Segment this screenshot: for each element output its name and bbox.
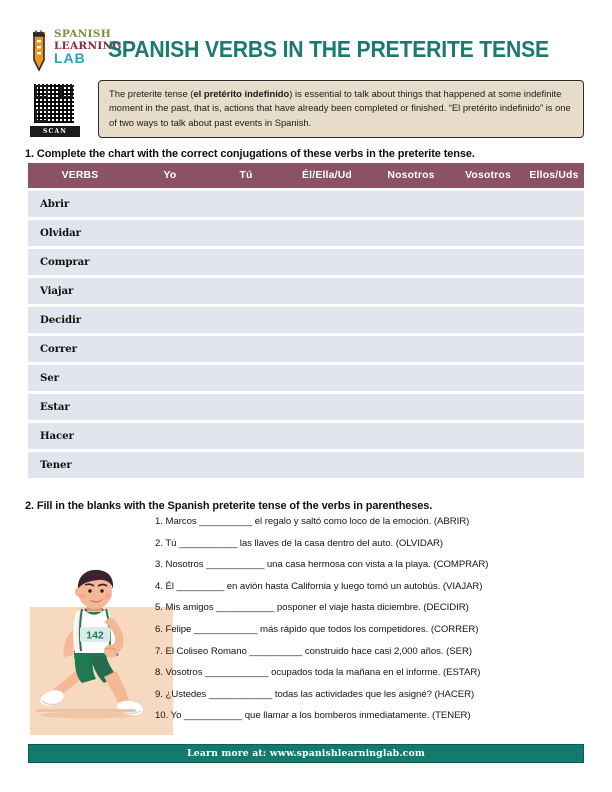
column-header-tu: Tú	[239, 170, 253, 181]
footer-link-text[interactable]: Learn more at: www.spanishlearninglab.com	[187, 748, 425, 759]
intro-section	[28, 80, 584, 146]
conjugation-table	[28, 163, 584, 478]
column-header-vosotros: Vosotros	[465, 170, 511, 181]
table-row	[28, 452, 584, 478]
exercise-item[interactable]: 8. Vosotros ____________ ocupados toda la mañana en el informe. (ESTAR)	[155, 667, 481, 679]
verb-label: Comprar	[40, 256, 90, 268]
ground-line	[36, 709, 136, 712]
column-header-ellos-uds: Ellos/Uds	[529, 170, 579, 181]
table-row	[28, 336, 584, 362]
verb-label: Hacer	[40, 430, 74, 442]
exercise-item[interactable]: 6. Felipe ____________ más rápido que todos los competidores. (CORRER)	[155, 623, 479, 635]
column-header-el-ella-ud: Él/Ella/Ud	[302, 170, 352, 181]
exercise-item[interactable]: 9. ¿Ustedes ____________ todas las actividades que les asigné? (HACER)	[155, 688, 475, 700]
qr-corner-tr	[60, 85, 73, 98]
exercise-item[interactable]: 10. Yo ___________ que llamar a los bomberos inmediatamente. (TENER)	[155, 710, 471, 722]
qr-block[interactable]	[28, 81, 88, 146]
flask-icon	[28, 30, 50, 74]
page-title: SPANISH VERBS IN THE PRETERITE TENSE	[108, 36, 549, 62]
verb-label: Abrir	[40, 198, 70, 210]
verb-label: Estar	[40, 401, 70, 413]
logo-line-spanish: SPANISH	[54, 28, 111, 40]
page-header	[0, 0, 612, 76]
verb-label: Tener	[40, 459, 72, 471]
column-header-yo: Yo	[163, 170, 177, 181]
verb-label: Viajar	[40, 285, 74, 297]
intro-text-part2: ) is essential to talk about things that happened at some indefinite moment in the past, that is, actions that have already been completed or finished. “El pretérito indefinido” is one of two ways to talk about past events in Spanish.	[109, 88, 571, 128]
exercise-item[interactable]: 1. Marcos __________ el regalo y saltó como loco de la emoción. (ABRIR)	[155, 516, 470, 527]
table-row	[28, 365, 584, 391]
qr-corner-tl	[35, 85, 48, 98]
exercise-item[interactable]: 7. El Coliseo Romano __________ construido hace casi 2,000 años. (SER)	[155, 645, 473, 657]
table-row	[28, 307, 584, 333]
intro-paragraph	[109, 87, 575, 130]
table-row	[28, 249, 584, 275]
qr-corner-bl	[35, 109, 48, 122]
qr-code-icon[interactable]	[32, 82, 76, 125]
intro-text-part1: The preterite tense (	[109, 88, 194, 99]
exercise-item[interactable]: 4. Él _________ en avión hasta California y luego tomó un autobús. (VIAJAR)	[155, 580, 483, 592]
table-row	[28, 220, 584, 246]
verb-label: Ser	[40, 372, 59, 384]
verb-label: Olvidar	[40, 227, 81, 239]
bib-number: 142	[86, 629, 104, 642]
table-row	[28, 278, 584, 304]
runner-illustration	[30, 565, 173, 735]
exercise-item[interactable]: 3. Nosotros ___________ una casa hermosa con vista a la playa. (COMPRAR)	[155, 559, 489, 571]
table-row	[28, 423, 584, 449]
footer-bar	[28, 744, 584, 763]
table-header-row	[28, 163, 584, 188]
intro-box	[98, 80, 584, 138]
site-logo	[28, 28, 120, 74]
logo-line-learning: LEARNING	[54, 39, 122, 52]
column-header-verbs: VERBS	[61, 170, 99, 181]
logo-line-lab: LAB	[54, 50, 86, 66]
section-2-heading: 2. Fill in the blanks with the Spanish preterite tense of the verbs in parentheses.	[25, 500, 433, 512]
scan-here-label: SCAN HERE	[30, 126, 80, 137]
exercise-list	[155, 516, 585, 732]
exercise-item[interactable]: 2. Tú ___________ las llaves de la casa dentro del auto. (OLVIDAR)	[155, 537, 444, 549]
column-header-nosotros: Nosotros	[387, 170, 435, 181]
verb-label: Decidir	[40, 314, 82, 326]
table-row	[28, 394, 584, 420]
table-row	[28, 191, 584, 217]
section-1-heading: 1. Complete the chart with the correct conjugations of these verbs in the preterite tense.	[25, 148, 475, 160]
intro-text-bold: el pretérito indefinido	[193, 88, 290, 99]
verb-label: Correr	[40, 343, 77, 355]
exercise-item[interactable]: 5. Mis amigos ___________ posponer el viaje hasta diciembre. (DECIDIR)	[155, 602, 469, 614]
